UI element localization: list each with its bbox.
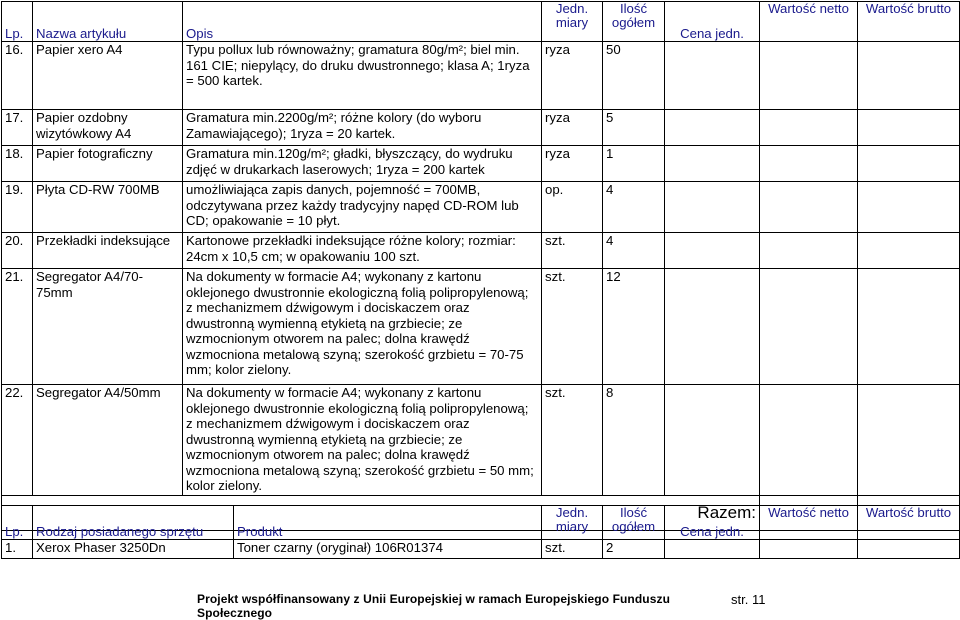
item-qty: 4 xyxy=(603,182,665,233)
item-lp: 17. xyxy=(2,110,33,146)
item-row xyxy=(2,233,960,269)
eq-cell-equipment: Xerox Phaser 3250Dn xyxy=(33,540,234,559)
items-header-row xyxy=(2,2,960,42)
item-desc: Gramatura min.2200g/m²; różne kolory (do wyboru Zamawiającego); 1ryza = 20 kartek. xyxy=(183,110,542,146)
header-desc: Opis xyxy=(183,2,542,42)
header-unit: Jedn. miary xyxy=(542,2,603,42)
item-name: Przekładki indeksujące xyxy=(33,233,183,269)
item-name: Segregator A4/70-75mm xyxy=(33,269,183,385)
header-name: Nazwa artykułu xyxy=(33,2,183,42)
item-unit: szt. xyxy=(542,233,603,269)
item-row xyxy=(2,269,960,385)
items-table xyxy=(1,1,960,531)
item-gross xyxy=(858,385,960,496)
item-net xyxy=(760,182,858,233)
eq-header-gross: Wartość brutto xyxy=(858,506,960,540)
header-qty: Ilość ogółem xyxy=(603,2,665,42)
item-qty: 5 xyxy=(603,110,665,146)
eq-header-equipment: Rodzaj posiadanego sprzętu xyxy=(33,506,234,540)
item-desc: Kartonowe przekładki indeksujące różne kolory; rozmiar: 24cm x 10,5 cm; w opakowaniu 100 szt. xyxy=(183,233,542,269)
item-gross xyxy=(858,182,960,233)
item-qty: 8 xyxy=(603,385,665,496)
item-name: Płyta CD-RW 700MB xyxy=(33,182,183,233)
item-row xyxy=(2,146,960,182)
eq-cell-qty: 2 xyxy=(603,540,665,559)
item-price xyxy=(665,42,760,110)
item-lp: 21. xyxy=(2,269,33,385)
item-name: Segregator A4/50mm xyxy=(33,385,183,496)
item-qty: 1 xyxy=(603,146,665,182)
eq-header-unit: Jedn. miary xyxy=(542,506,603,540)
item-gross xyxy=(858,269,960,385)
header-net: Wartość netto xyxy=(760,2,858,42)
item-price xyxy=(665,146,760,182)
item-gross xyxy=(858,146,960,182)
item-lp: 22. xyxy=(2,385,33,496)
item-unit: szt. xyxy=(542,269,603,385)
item-net xyxy=(760,269,858,385)
item-lp: 16. xyxy=(2,42,33,110)
item-desc: Gramatura min.120g/m²; gładki, błyszczący, do wydruku zdjęć w drukarkach laserowych; 1ryza = 200 kartek xyxy=(183,146,542,182)
eq-cell-unit: szt. xyxy=(542,540,603,559)
item-qty: 12 xyxy=(603,269,665,385)
item-gross xyxy=(858,110,960,146)
item-net xyxy=(760,146,858,182)
item-price xyxy=(665,269,760,385)
item-lp: 18. xyxy=(2,146,33,182)
item-price xyxy=(665,385,760,496)
item-name: Papier xero A4 xyxy=(33,42,183,110)
item-unit: ryza xyxy=(542,146,603,182)
item-net xyxy=(760,110,858,146)
eq-header-price: Cena jedn. xyxy=(665,506,760,540)
item-unit: ryza xyxy=(542,42,603,110)
eu-banner-text: Projekt współfinansowany z Unii Europejskiej w ramach Europejskiego Funduszu Społecznego xyxy=(197,592,671,620)
item-row xyxy=(2,385,960,496)
eq-cell-product: Toner czarny (oryginał) 106R01374 xyxy=(234,540,542,559)
item-price xyxy=(665,110,760,146)
eq-cell-lp: 1. xyxy=(2,540,33,559)
item-desc: Na dokumenty w formacie A4; wykonany z kartonu oklejonego dwustronnie ekologiczną folią polipropylenową; z mechanizmem dźwigowym i dociskaczem oraz dwustronną wymienną etykietą na grzbiecie; ze wzmocnionym otworem na palec; dolna krawędź wzmocniona metalową szyną; szerokość grzbietu = 50 mm; kolor zielony. xyxy=(183,385,542,496)
item-name: Papier ozdobny wizytówkowy A4 xyxy=(33,110,183,146)
item-unit: szt. xyxy=(542,385,603,496)
item-desc: Na dokumenty w formacie A4; wykonany z kartonu oklejonego dwustronnie ekologiczną folią polipropylenową; z mechanizmem dźwigowym i dociskaczem oraz dwustronną wymienną etykietą na grzbiecie; ze wzmocnionym otworem na palec; dolna krawędź wzmocniona metalową szyną; szerokość grzbietu = 70-75 mm; kolor zielony. xyxy=(183,269,542,385)
header-lp: Lp. xyxy=(2,2,33,42)
header-gross: Wartość brutto xyxy=(858,2,960,42)
item-name: Papier fotograficzny xyxy=(33,146,183,182)
item-desc: Typu pollux lub równoważny; gramatura 80g/m²; biel min. 161 CIE; niepylący, do druku dwustronnego; klasa A; 1ryza = 500 kartek. xyxy=(183,42,542,110)
eq-cell-price xyxy=(665,540,760,559)
item-net xyxy=(760,42,858,110)
eq-header-product: Produkt xyxy=(234,506,542,540)
eq-cell-net xyxy=(760,540,858,559)
item-price xyxy=(665,182,760,233)
item-qty: 4 xyxy=(603,233,665,269)
item-desc: umożliwiająca zapis danych, pojemność = 700MB, odczytywana przez każdy tradycyjny napęd CD-ROM lub CD; opakowanie = 10 płyt. xyxy=(183,182,542,233)
item-net xyxy=(760,233,858,269)
equipment-header-row xyxy=(2,506,960,540)
item-row xyxy=(2,42,960,110)
equipment-row xyxy=(2,540,960,559)
item-lp: 20. xyxy=(2,233,33,269)
item-lp: 19. xyxy=(2,182,33,233)
item-gross xyxy=(858,42,960,110)
item-price xyxy=(665,233,760,269)
item-unit: ryza xyxy=(542,110,603,146)
item-gross xyxy=(858,233,960,269)
eq-header-qty: Ilość ogółem xyxy=(603,506,665,540)
eq-header-lp: Lp. xyxy=(2,506,33,540)
equipment-table xyxy=(1,505,960,559)
item-unit: op. xyxy=(542,182,603,233)
total-label: Razem: xyxy=(2,496,760,531)
eq-header-net: Wartość netto xyxy=(760,506,858,540)
eq-cell-gross xyxy=(858,540,960,559)
item-row xyxy=(2,182,960,233)
page-number: str. 11 xyxy=(731,592,766,607)
eu-banner xyxy=(197,590,722,620)
header-price: Cena jedn. xyxy=(665,2,760,42)
item-qty: 50 xyxy=(603,42,665,110)
item-net xyxy=(760,385,858,496)
item-row xyxy=(2,110,960,146)
